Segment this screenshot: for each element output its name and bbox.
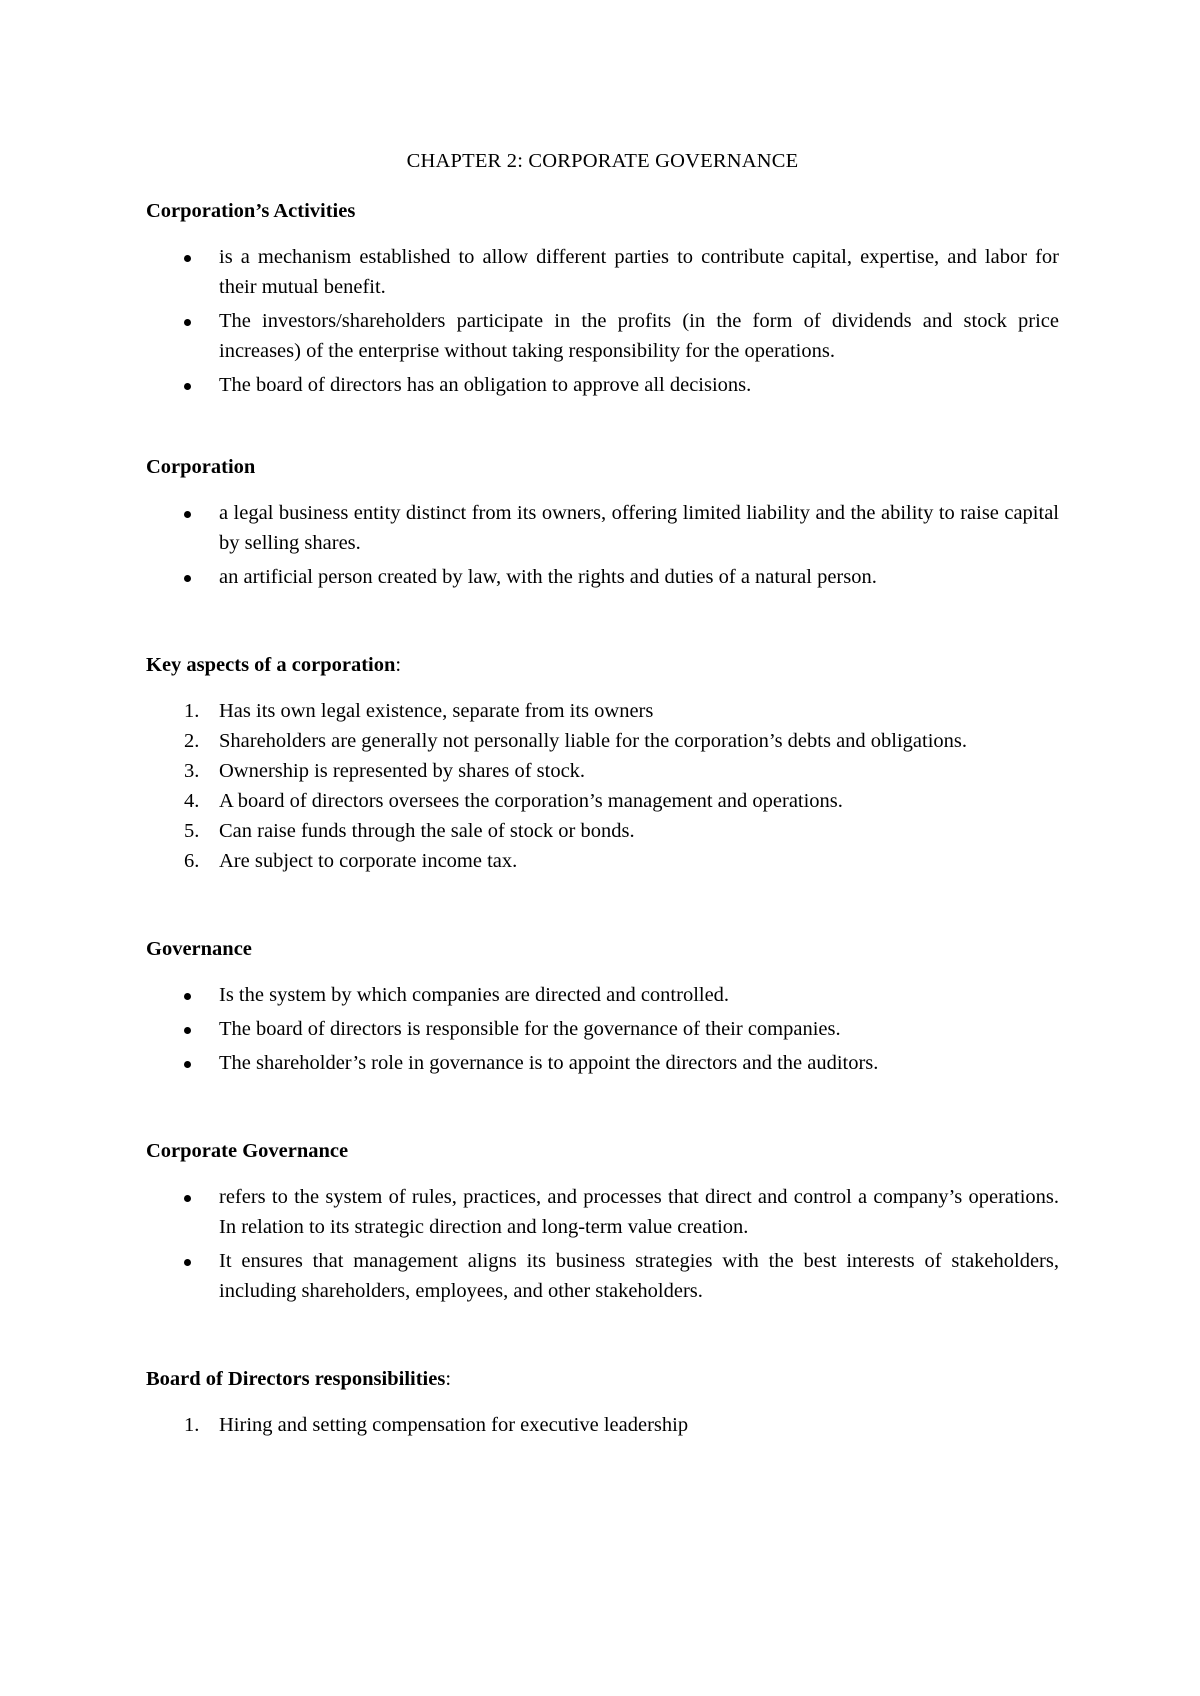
list-item: 5. Can raise funds through the sale of stock or bonds.	[184, 820, 635, 842]
section-heading: Corporation	[146, 456, 256, 478]
list-item: The investors/shareholders participate in the profits (in the form of dividends and stock price increases) of the enterprise without taking responsibility for the operations.	[146, 306, 1059, 366]
section-key-aspects	[146, 650, 1059, 876]
numbered-list	[146, 696, 1059, 876]
list-item: 1. Hiring and setting compensation for executive leadership	[184, 1414, 689, 1436]
list-item: 1. Has its own legal existence, separate from its owners	[184, 700, 654, 722]
list-item: Is the system by which companies are directed and controlled.	[146, 980, 1059, 1010]
section-corporations-activities	[146, 196, 1059, 400]
bullet-list	[146, 1182, 1059, 1306]
bullet-icon	[184, 383, 191, 390]
bullet-icon	[184, 255, 191, 262]
bullet-icon	[184, 1061, 191, 1068]
section-heading: Key aspects of a corporation:	[146, 654, 402, 676]
list-item: an artificial person created by law, with the rights and duties of a natural person.	[146, 562, 1059, 592]
bullet-icon	[184, 575, 191, 582]
list-item: 2. Shareholders are generally not personally liable for the corporation’s debts and obligations.	[184, 730, 968, 752]
bullet-icon	[184, 1259, 191, 1266]
list-item: The board of directors has an obligation to approve all decisions.	[146, 370, 1059, 400]
section-corporate-governance	[146, 1136, 1059, 1306]
section-governance	[146, 934, 1059, 1078]
chapter-title: CHAPTER 2: CORPORATE GOVERNANCE	[406, 150, 799, 172]
bullet-list	[146, 980, 1059, 1078]
section-heading: Governance	[146, 938, 252, 960]
section-board-responsibilities	[146, 1364, 1059, 1440]
bullet-icon	[184, 319, 191, 326]
document-body	[146, 146, 1059, 1440]
bullet-icon	[184, 1195, 191, 1202]
bullet-list	[146, 498, 1059, 592]
list-item: 6. Are subject to corporate income tax.	[184, 850, 518, 872]
bullet-icon	[184, 511, 191, 518]
list-item: is a mechanism established to allow different parties to contribute capital, expertise, and labor for their mutual benefit.	[146, 242, 1059, 302]
section-heading: Corporation’s Activities	[146, 200, 356, 222]
list-item: 3. Ownership is represented by shares of stock.	[184, 760, 586, 782]
section-heading: Board of Directors responsibilities:	[146, 1368, 452, 1390]
bullet-list	[146, 242, 1059, 400]
list-item: The shareholder’s role in governance is to appoint the directors and the auditors.	[146, 1048, 1059, 1078]
list-item: It ensures that management aligns its business strategies with the best interests of stakeholders, including shareholders, employees, and other stakeholders.	[146, 1246, 1059, 1306]
list-item: The board of directors is responsible for the governance of their companies.	[146, 1014, 1059, 1044]
section-heading: Corporate Governance	[146, 1140, 349, 1162]
list-item: a legal business entity distinct from its owners, offering limited liability and the ability to raise capital by selling shares.	[146, 498, 1059, 558]
list-item: refers to the system of rules, practices, and processes that direct and control a company’s operations. In relation to its strategic direction and long-term value creation.	[146, 1182, 1059, 1242]
bullet-icon	[184, 1027, 191, 1034]
list-item: 4. A board of directors oversees the corporation’s management and operations.	[184, 790, 843, 812]
numbered-list	[146, 1410, 1059, 1440]
bullet-icon	[184, 993, 191, 1000]
section-corporation	[146, 452, 1059, 592]
